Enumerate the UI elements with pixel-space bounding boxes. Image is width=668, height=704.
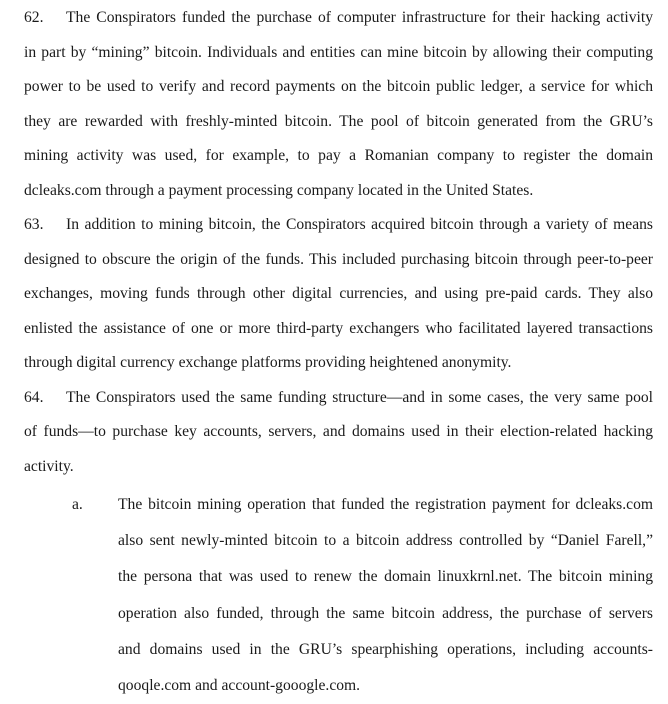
line-text: enlisted the assistance of one or more third-party exchangers who facilitated layered transactions <box>24 319 653 337</box>
line-text: designed to obscure the origin of the funds. This included purchasing bitcoin through peer-to-peer <box>24 250 653 268</box>
paragraph-line <box>24 381 653 416</box>
paragraph-line <box>24 70 653 105</box>
line-text: In addition to mining bitcoin, the Conspirators acquired bitcoin through a variety of means <box>66 216 653 233</box>
document-body <box>24 1 653 484</box>
paragraph-number: 63. <box>24 216 44 233</box>
paragraph-number: 62. <box>24 9 44 26</box>
paragraph-number: 64. <box>24 388 44 406</box>
paragraph-line <box>24 139 653 174</box>
line-text: through digital currency exchange platforms providing heightened anonymity. <box>24 354 512 371</box>
subparagraph-text <box>118 487 653 704</box>
line-text: they are rewarded with freshly-minted bitcoin. The pool of bitcoin generated from the GRU’s <box>24 112 653 130</box>
subparagraph-line: The bitcoin mining operation that funded the registration payment for dcleaks.com <box>118 496 653 513</box>
paragraph-line <box>24 174 653 209</box>
paragraph-line <box>24 415 653 450</box>
paragraph-line <box>24 243 653 278</box>
line-text: The Conspirators funded the purchase of computer infrastructure for their hacking activity <box>66 9 653 26</box>
paragraph-line <box>24 105 653 140</box>
paragraph-line <box>24 312 653 347</box>
paragraph-line <box>24 450 653 485</box>
line-text: exchanges, moving funds through other digital currencies, and using pre-paid cards. They also <box>24 285 653 302</box>
subparagraph-line: qooqle.com and account-gooogle.com. <box>118 676 361 694</box>
paragraph-line <box>24 208 653 243</box>
paragraph-line <box>24 346 653 381</box>
line-text: The Conspirators used the same funding structure—and in some cases, the very same pool <box>66 388 653 406</box>
subparagraph-label: a. <box>72 496 83 513</box>
line-text: mining activity was used, for example, to pay a Romanian company to register the domain <box>24 147 653 164</box>
subparagraph-line: also sent newly-minted bitcoin to a bitcoin address controlled by “Daniel Farell,” <box>118 532 653 550</box>
subparagraph-line: and domains used in the GRU’s spearphishing operations, including accounts- <box>118 640 653 658</box>
line-text: activity. <box>24 457 74 475</box>
line-text: dcleaks.com through a payment processing company located in the United States. <box>24 181 534 199</box>
paragraph-line <box>24 36 653 71</box>
paragraph-line <box>24 277 653 312</box>
subparagraph-line: the persona that was used to renew the domain linuxkrnl.net. The bitcoin mining <box>118 568 653 586</box>
paragraph-line <box>24 1 653 36</box>
line-text: of funds—to purchase key accounts, servers, and domains used in their election-related hacking <box>24 423 653 440</box>
line-text: in part by “mining” bitcoin. Individuals and entities can mine bitcoin by allowing their computing <box>24 43 653 61</box>
subparagraph-line: operation also funded, through the same bitcoin address, the purchase of servers <box>118 604 653 622</box>
line-text: power to be used to verify and record payments on the bitcoin public ledger, a service for which <box>24 78 653 95</box>
